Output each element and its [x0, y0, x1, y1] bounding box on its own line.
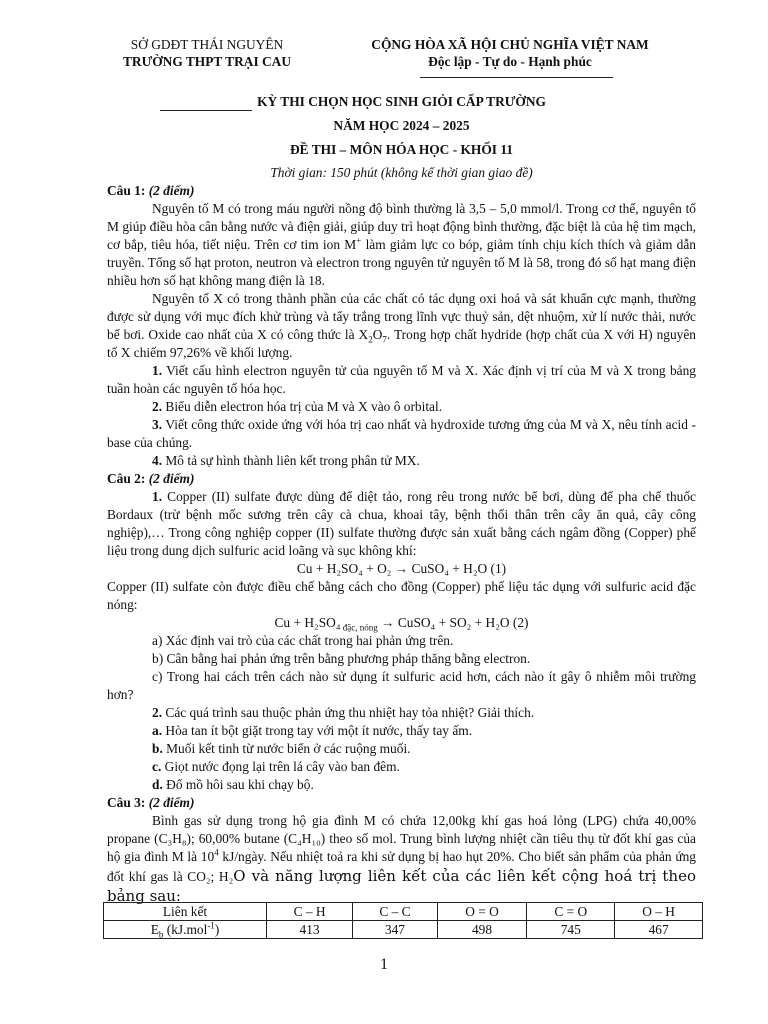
question-1-item-2: 2. Biểu diễn electron hóa trị của M và X vào ô orbital. [152, 399, 443, 414]
question-label: Câu 2: [107, 471, 146, 486]
question-1-item-3: 3. Viết công thức oxide ứng với hóa trị cao nhất và hydroxide tương ứng của M và X, nêu tính acid - base của chúng. [107, 417, 696, 450]
subject-title: ĐỀ THI – MÔN HÓA HỌC - KHỐI 11 [290, 142, 513, 157]
question-1-heading [107, 182, 696, 200]
table-cell: C – H [267, 903, 353, 921]
question-2-item-2: 2. Các quá trình sau thuộc phản ứng thu nhiệt hay tỏa nhiệt? Giải thích. [152, 705, 535, 720]
page-number: 1 [380, 956, 388, 973]
table-cell: Liên kết [104, 903, 267, 921]
question-points: (2 điểm) [148, 471, 195, 486]
question-2-part-b: b) Cân bằng hai phản ứng trên bằng phương pháp thăng bằng electron. [152, 651, 531, 666]
exam-title: KỲ THI CHỌN HỌC SINH GIỎI CẤP TRƯỜNG [257, 94, 546, 109]
question-2-sub-c: c. Giọt nước đọng lại trên lá cây vào ban đêm. [152, 759, 400, 774]
equation-2: Cu + H₂SO₄ $_{đặc, nóng}$ → CuSO₄ + SO₂ + H₂O (2) [274, 615, 529, 633]
question-1-item-1: 1. Viết cấu hình electron nguyên tử của nguyên tố M và X. Xác định vị trí của M và X trong bảng tuần hoàn các nguyên tố hóa học. [107, 363, 696, 396]
table-cell: 745 [527, 921, 615, 939]
table-cell: C – C [353, 903, 438, 921]
motto-underline [420, 77, 613, 78]
table-cell: 347 [353, 921, 438, 939]
question-2-heading [107, 470, 696, 488]
national-title: CỘNG HÒA XÃ HỘI CHỦ NGHĨA VIỆT NAM [371, 37, 649, 52]
national-motto: Độc lập - Tự do - Hạnh phúc [428, 54, 592, 69]
question-2-item-1: 1. Copper (II) sulfate được dùng để diệt tảo, rong rêu trong nước bể bơi, dùng để pha chế thuốc Bordaux (trừ bệnh mốc sương trên cây cà chua, khoai tây, bệnh thối thân trên cây ăn quả, cây công nghiệp),… Trong công nghiệp copper (II) sulfate thường được sản xuất bằng cách ngâm đồng (Copper) phế liệu trong dung dịch sulfuric acid loãng và sục không khí: [107, 489, 696, 558]
question-1-paragraph-1: Nguyên tố M có trong máu người nồng độ bình thường là 3,5 – 5,0 mmol/l. Trong cơ thể, nguyên tố M giúp điều hòa cân bằng nước và điện giải, giúp duy trì hoạt động bình thường, đặc biệt là của hệ tim mạch, cơ bắp, tiêu hóa, tiết niệu. Trên cơ tim ion M+ làm giảm lực co bóp, giảm tính chịu kích thích và giảm dẫn truyền. Tổng số hạt proton, neutron và electron trong nguyên tử nguyên tố M là 58, trong đó số hạt mang điện nhiều hơn số hạt không mang điện là 18. [107, 201, 696, 288]
question-2-part-c: c) Trong hai cách trên cách nào sử dụng ít sulfuric acid hơn, cách nào ít gây ô nhiễm môi trường hơn? [107, 669, 696, 702]
national-header [340, 36, 680, 70]
question-1-paragraph-2: Nguyên tố X có trong thành phần của các chất có tác dụng oxi hoá và sát khuẩn cực mạnh, thường được sử dụng với mục đích khử trùng và tẩy trắng trong lĩnh vực thuỷ sản, dệt nhuộm, xử lí nước thải, nước bể bơi. Oxide cao nhất của X có công thức là $X_2O_7$. Trong hợp chất hydride (hợp chất của X với H) nguyên tố X chiếm 97,26% về khối lượng. [107, 291, 696, 360]
school-year: NĂM HỌC 2024 – 2025 [333, 118, 470, 133]
question-1-item-4: 4. Mô tả sự hình thành liên kết trong phân tử MX. [152, 453, 420, 468]
table-header-row [104, 903, 703, 921]
question-2-sub-a: a. Hòa tan ít bột giặt trong tay với một ít nước, thấy tay ấm. [152, 723, 473, 738]
exam-content [107, 182, 696, 906]
question-3-paragraph: Bình gas sử dụng trong hộ gia đình M có chứa 12,00kg khí gas hoá lỏng (LPG) chứa 40,00% propane (C₃H₈); 60,00% butane (C₄H₁₀) theo số mol. Trung bình lượng nhiệt cần tiêu thụ từ đốt khí gas của hộ gia đình M là $10^4$ kJ/ngày. Nếu nhiệt toả ra khi sử dụng bị hao hụt 20%. Cho biết sản phẩm của phản ứng đốt khí gas là CO₂; H₂O và năng lượng liên kết của các liên kết cộng hoá trị theo bảng sau: [107, 813, 696, 905]
question-label: Câu 1: [107, 183, 146, 198]
table-cell: C = O [527, 903, 615, 921]
table-cell: 413 [267, 921, 353, 939]
table-cell: O = O [437, 903, 527, 921]
question-2-part-a: a) Xác định vai trò của các chất trong hai phản ứng trên. [152, 633, 454, 648]
table-row [104, 921, 703, 939]
question-2-sub-b: b. Muối kết tinh từ nước biển ở các ruộng muối. [152, 741, 411, 756]
question-2-sub-d: d. Đổ mồ hôi sau khi chạy bộ. [152, 777, 314, 792]
bond-energy-table [103, 902, 703, 939]
question-2-paragraph: Copper (II) sulfate còn được điều chế bằng cách cho đồng (Copper) phế liệu tác dụng với sulfuric acid đặc nóng: [107, 579, 696, 612]
question-points: (2 điểm) [148, 183, 195, 198]
department-name: SỞ GDĐT THÁI NGUYÊN [130, 37, 284, 52]
question-label: Câu 3: [107, 795, 146, 810]
question-points: (2 điểm) [148, 795, 195, 810]
table-row-label: $E_b$ (kJ.mol$^{-1}$) [104, 921, 267, 939]
table-cell: O – H [615, 903, 703, 921]
equation-1: Cu + H₂SO₄ + O₂ → CuSO₄ + H₂O (1) [296, 561, 507, 576]
table-cell: 498 [437, 921, 527, 939]
question-3-heading [107, 794, 696, 812]
table-cell: 467 [615, 921, 703, 939]
school-header [107, 36, 307, 70]
school-name: TRƯỜNG THPT TRẠI CAU [122, 54, 292, 69]
exam-time: Thời gian: 150 phút (không kể thời gian giao đề) [270, 165, 533, 180]
